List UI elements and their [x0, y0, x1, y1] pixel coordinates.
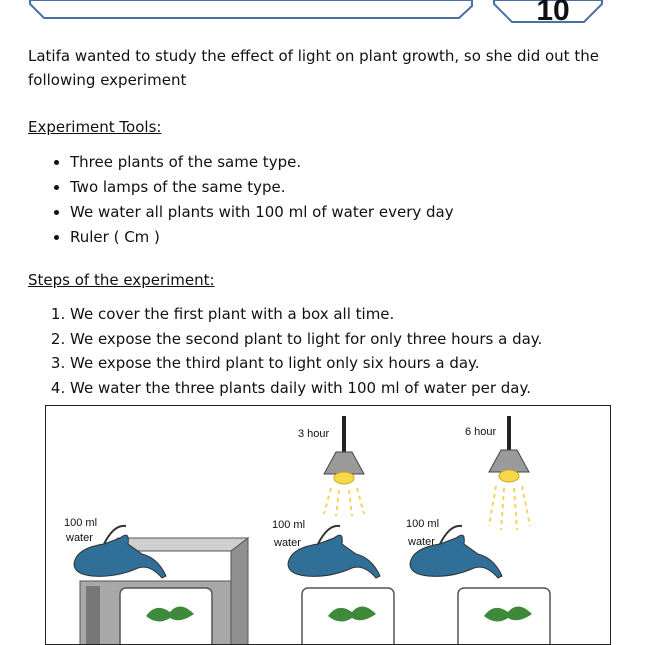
list-item: • Ruler ( Cm ): [70, 225, 454, 250]
experiment-illustration: [45, 405, 611, 645]
list-item: 2. We expose the second plant to light for only three hours a day.: [70, 327, 542, 352]
tools-heading: Experiment Tools:: [28, 118, 162, 136]
plant2-water: water: [274, 537, 301, 549]
list-item: 4. We water the three plants daily with 100 ml of water per day.: [70, 376, 542, 401]
steps-list: [48, 302, 542, 400]
tools-list: [48, 150, 454, 250]
intro-text: Latifa wanted to study the effect of light on plant growth, so she did out the following experiment: [28, 47, 599, 89]
plant1-water: water: [66, 532, 93, 544]
list-item: • We water all plants with 100 ml of water every day: [70, 200, 454, 225]
list-item: • Two lamps of the same type.: [70, 175, 454, 200]
watering-can-icon: [410, 526, 502, 578]
illustration-drawing: [46, 406, 611, 645]
plant-pot: [458, 588, 550, 645]
list-item: 1. We cover the first plant with a box all time.: [70, 302, 542, 327]
lamp1-label: 3 hour: [298, 428, 330, 440]
list-item: 3. We expose the third plant to light only six hours a day.: [70, 351, 542, 376]
plant3-water: water: [408, 536, 435, 548]
steps-heading: Steps of the experiment:: [28, 271, 215, 289]
watering-can-icon: [288, 526, 380, 578]
lamp-icon: [324, 416, 364, 516]
list-item: • Three plants of the same type.: [70, 150, 454, 175]
plant1-amount: 100 ml: [64, 517, 98, 529]
plant3-amount: 100 ml: [406, 518, 440, 530]
plant-pot: [302, 588, 394, 645]
title-banner-frame: [30, 0, 472, 18]
plant2-amount: 100 ml: [272, 519, 306, 531]
plant-pot: [120, 588, 212, 645]
lamp2-label: 6 hour: [465, 426, 497, 438]
question-number: 10: [536, 0, 570, 27]
